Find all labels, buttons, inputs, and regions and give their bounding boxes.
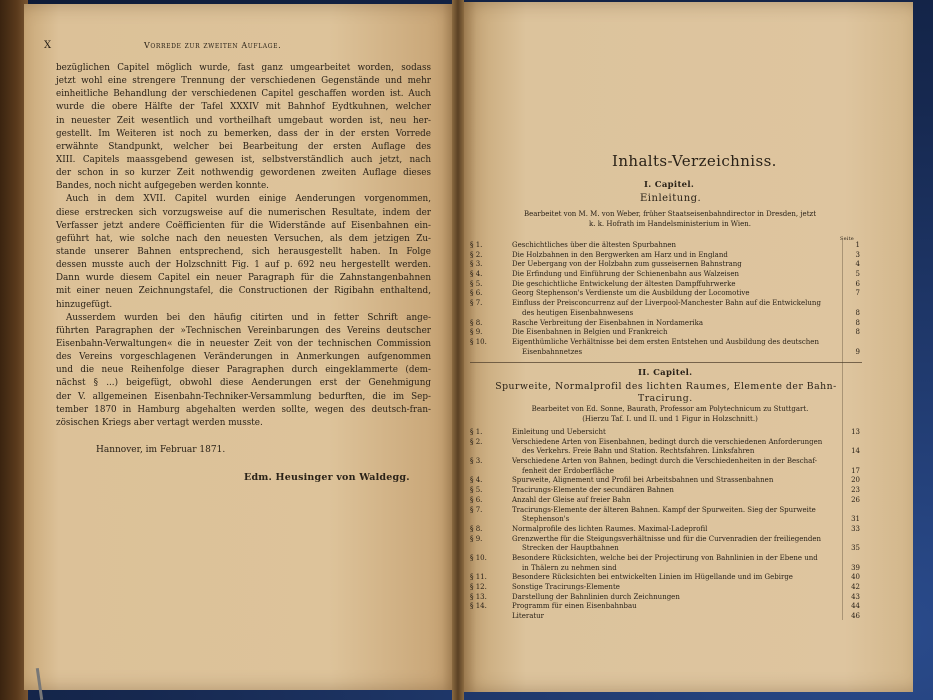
- toc-page-number: 40: [851, 573, 860, 582]
- toc-entry-text: Strecken der Hauptbahnen: [522, 544, 619, 553]
- toc-section-number: § 14.: [470, 602, 487, 611]
- chapter-author-line: (Hierzu Taf. I. und II. und 1 Figur in Holzschnitt.): [582, 414, 758, 423]
- toc-section-number: § 1.: [470, 428, 483, 436]
- toc-entry-text: Eisenbahnnetzes: [522, 347, 583, 356]
- chapter-author-line: k. k. Hofrath im Handelsministerium in Wien.: [589, 219, 751, 228]
- toc-page-number: 31: [851, 515, 860, 524]
- preface-date: Hannover, im Februar 1871.: [96, 445, 226, 455]
- toc-entry-text: des Verkehrs. Freie Bahn und Station. Rechtsfahren. Linksfahren: [522, 447, 755, 456]
- preface-line: erwähnte Standpunkt, welcher bei Bearbeitung der ersten Auflage des: [56, 141, 431, 152]
- toc-entry-text: Normalprofile des lichten Raumes. Maximal-Ladeprofil: [512, 524, 708, 533]
- toc-section-number: § 10.: [470, 337, 487, 346]
- seite-column-label: Seite: [840, 236, 854, 242]
- toc-section-number: § 4.: [470, 476, 483, 485]
- preface-line: führten Paragraphen der »Technischen Vereinbarungen des Vereins deutscher: [56, 325, 431, 336]
- chapter-author-line: Bearbeitet von Ed. Sonne, Baurath, Professor am Polytechnicum zu Stuttgart.: [531, 405, 809, 413]
- toc-entry-text: fenheit der Erdoberfläche: [522, 466, 614, 475]
- toc-entry-text: Verschiedene Arten von Bahnen, bedingt durch die Verschiedenheiten in der Beschaf-: [512, 457, 818, 466]
- toc-page-number: 17: [851, 466, 860, 475]
- toc-entry-text: Einleitung und Uebersicht: [512, 428, 606, 436]
- preface-line: Verfasser jetzt andere Coëfficienten für die Widerstände auf Eisenbahnen ein-: [56, 220, 431, 231]
- toc-page-number: 8: [855, 318, 860, 327]
- toc-page-number: 13: [851, 428, 860, 436]
- toc-entry: [470, 583, 860, 593]
- preface-line: stande unserer Bahnen entsprechend, sich herausgestellt haben. In Folge: [56, 246, 431, 257]
- toc-entry: [470, 476, 860, 486]
- toc-section-number: § 3.: [470, 457, 483, 466]
- toc-page-number: 43: [851, 592, 860, 601]
- toc-entry-text: Geschichtliches über die ältesten Spurbahnen: [512, 241, 676, 249]
- toc-entry: [470, 260, 860, 270]
- toc-page-number: 5: [855, 270, 860, 279]
- toc-section-number: § 9.: [470, 534, 483, 543]
- toc-page-number: 8: [855, 308, 860, 317]
- preface-line: bezüglichen Capitel möglich wurde, fast ganz umgearbeitet worden, sodass: [56, 63, 431, 73]
- toc-page-number: 35: [851, 544, 860, 553]
- toc-entry-text: Anzahl der Gleise auf freier Bahn: [512, 495, 631, 504]
- toc-entry: [470, 348, 860, 358]
- running-head: Vorrede zur zweiten Auflage.: [144, 41, 282, 50]
- book-gutter: [452, 0, 464, 700]
- preface-line: in neuester Zeit wesentlich und vortheilhaft umgebaut worden ist, neu her-: [56, 115, 431, 126]
- toc-entry-text: Die Eisenbahnen in Belgien und Frankreich: [512, 328, 668, 337]
- toc-entry-text: Tracirungs-Elemente der secundären Bahnen: [512, 486, 674, 495]
- toc-entry: [470, 535, 860, 545]
- toc-entry: [470, 573, 860, 583]
- toc-section-number: § 1.: [470, 241, 483, 249]
- toc-entry: [470, 544, 860, 554]
- toc-entry: [470, 564, 860, 574]
- preface-line: der schon in so kurzer Zeit nothwendig gewordenen zweiten Auflage dieses: [56, 168, 431, 179]
- toc-entry: [470, 515, 860, 525]
- toc-entry-text: des heutigen Eisenbahnwesens: [522, 308, 634, 317]
- toc-title: Inhalts-Verzeichniss.: [612, 152, 777, 170]
- preface-body: [56, 62, 431, 430]
- toc-entry: [470, 496, 860, 506]
- toc-section-number: § 6.: [470, 289, 483, 298]
- toc-section-number: § 8.: [470, 318, 483, 327]
- preface-line: XIII. Capitels maassgebend gewesen ist, selbstverständlich auch jetzt, nach: [56, 154, 431, 165]
- preface-line: hinzugefügt.: [56, 299, 113, 310]
- toc-entry: [470, 467, 860, 477]
- toc-section-number: § 13.: [470, 592, 487, 601]
- toc-entry: [470, 554, 860, 564]
- preface-line: tember 1870 in Hamburg abgehalten werden sollte, wegen des deutsch-fran-: [56, 404, 431, 415]
- toc-entry-text: Die geschichtliche Entwickelung der ältesten Dampffuhrwerke: [512, 279, 736, 288]
- toc-entry: [470, 338, 860, 348]
- chapter-entries: [470, 428, 860, 622]
- toc-section-number: § 4.: [470, 270, 483, 279]
- toc-entry-text: Besondere Rücksichten bei entwickelten Linien im Hügellande und im Gebirge: [512, 573, 793, 582]
- toc-entry: [470, 251, 860, 261]
- chapter-divider-rule: [470, 362, 862, 363]
- toc-page-number: 14: [851, 447, 860, 456]
- toc-section-number: § 6.: [470, 495, 483, 504]
- preface-line: dessen musste auch der Holzschnitt Fig. 1 auf p. 692 neu hergestellt werden.: [56, 260, 431, 271]
- preface-line: Bandes, noch nicht aufgegeben werden konnte.: [56, 181, 269, 192]
- toc-entry: [470, 241, 860, 251]
- toc-section-number: § 5.: [470, 486, 483, 495]
- preface-line: jetzt wohl eine strengere Trennung der verschiedenen Gegenstände und mehr: [56, 76, 431, 87]
- preface-line: mit einer neuen Zeichnungstafel, die Constructionen der Rigibahn enthaltend,: [56, 286, 431, 297]
- toc-page-number: 8: [855, 328, 860, 337]
- toc-entry: [470, 280, 860, 290]
- preface-line: einheitliche Behandlung der verschiedenen Capitel geschaffen worden ist. Auch: [56, 89, 431, 100]
- toc-entry-text: in Thälern zu nehmen sind: [522, 563, 617, 572]
- toc-entry: [470, 612, 860, 622]
- toc-section-number: § 8.: [470, 524, 483, 533]
- toc-entry-text: Programm für einen Eisenbahnbau: [512, 602, 637, 611]
- toc-entry: [470, 319, 860, 329]
- toc-entry-text: Die Erfindung und Einführung der Schienenbahn aus Walzeisen: [512, 270, 739, 279]
- toc-entry-text: Tracirungs-Elemente der älteren Bahnen. Kampf der Spurweiten. Sieg der Spurweite: [512, 505, 816, 514]
- toc-entry-text: Literatur: [512, 612, 545, 621]
- toc-entry-text: Spurweite, Alignement und Profil bei Arbeitsbahnen und Strassenbahnen: [512, 476, 774, 485]
- toc-page-number: 42: [851, 583, 860, 591]
- toc-entry: [470, 602, 860, 612]
- toc-page-number: 46: [851, 612, 860, 621]
- toc-page-number: 6: [855, 279, 860, 288]
- chapter-number: II. Capitel.: [638, 368, 693, 378]
- chapter-author-line: Bearbeitet von M. M. von Weber, früher Staatseisenbahndirector in Dresden, jetzt: [523, 210, 817, 218]
- toc-entry: [470, 299, 860, 309]
- preface-line: gestellt. Im Weiteren ist noch zu bemerken, dass der in der ersten Vorrede: [56, 128, 431, 139]
- toc-section-number: § 7.: [470, 299, 483, 308]
- preface-line: des Vereins vorgeschlagenen Veränderungen in Anmerkungen aufgenommen: [56, 352, 431, 363]
- toc-entry-text: Rasche Verbreitung der Eisenbahnen in Nordamerika: [512, 318, 704, 327]
- chapter-title-line: Spurweite, Normalprofil des lichten Raumes, Elemente der Bahn-: [495, 381, 837, 392]
- toc-entry-text: Einfluss der Preisconcurrenz auf der Liverpool-Manchester Bahn auf die Entwickelung: [512, 299, 821, 308]
- toc-entry: [470, 270, 860, 280]
- preface-line: und die neue Reihenfolge dieser Paragraphen durch eingeklammerte (dem-: [56, 365, 431, 376]
- chapter-title: Einleitung.: [640, 193, 702, 204]
- left-page-header: [44, 40, 439, 54]
- toc-entry: [470, 447, 860, 457]
- toc-entry: [470, 428, 860, 438]
- toc-entry-text: Der Uebergang von der Holzbahn zum gusseisernen Bahnstrang: [512, 260, 742, 269]
- chapter-number: I. Capitel.: [644, 180, 695, 190]
- toc-entry: [470, 506, 860, 516]
- preface-line: Eisenbahn-Verwaltungen« die in neuester Zeit von der technischen Commission: [56, 338, 431, 349]
- toc-section-number: § 5.: [470, 279, 483, 288]
- toc-entry-text: Georg Stephenson's Verdienste um die Ausbildung der Locomotive: [512, 289, 750, 298]
- toc-entry: [470, 328, 860, 338]
- toc-section-number: § 9.: [470, 328, 483, 337]
- preface-line: wurde die obere Hälfte der Tafel XXXIV mit Bahnhof Eydtkuhnen, welcher: [56, 102, 431, 113]
- toc-section-number: § 11.: [470, 573, 487, 582]
- toc-section-number: § 2.: [470, 437, 483, 446]
- toc-entry: [470, 438, 860, 448]
- left-page-number: X: [44, 40, 52, 51]
- toc-entry-text: Verschiedene Arten von Eisenbahnen, bedingt durch die verschiedenen Anforderungen: [512, 437, 823, 446]
- toc-page-number: 39: [851, 563, 860, 572]
- toc-page-number: 26: [851, 495, 860, 504]
- toc-entry: [470, 289, 860, 299]
- toc-page-number: 3: [855, 250, 860, 259]
- toc-entry-text: Die Holzbahnen in den Bergwerken am Harz und in England: [512, 250, 728, 259]
- preface-line: Dann wurde diesem Capitel ein neuer Paragraph für die Zahnstangenbahnen: [56, 273, 431, 284]
- toc-page-number: 23: [851, 486, 860, 495]
- toc-section-number: § 7.: [470, 505, 483, 514]
- page-column-rule: [842, 240, 843, 620]
- toc-entry-text: Sonstige Tracirungs-Elemente: [512, 583, 620, 591]
- chapter-entries: [470, 241, 860, 357]
- toc-page-number: 9: [855, 347, 860, 356]
- preface-line: geführt hat, wie solche nach den neuesten Versuchen, als dem jetzigen Zu-: [56, 233, 431, 244]
- toc-page-number: 33: [851, 524, 860, 533]
- toc-section-number: § 10.: [470, 553, 487, 562]
- preface-line: nächst § ...) beigefügt, obwohl diese Aenderungen erst der Genehmigung: [56, 378, 431, 389]
- toc-entry: [470, 457, 860, 467]
- preface-line: Ausserdem wurden bei den häufig citirten und in fetter Schrift ange-: [66, 312, 431, 323]
- toc-entry-text: Darstellung der Bahnlinien durch Zeichnungen: [512, 592, 680, 601]
- toc-page-number: 4: [855, 260, 860, 269]
- toc-page-number: 20: [851, 476, 860, 485]
- preface-line: zösischen Kriegs aber vertagt werden musste.: [56, 417, 263, 428]
- preface-signature: Edm. Heusinger von Waldegg.: [244, 472, 410, 483]
- toc-entry-text: Besondere Rücksichten, welche bei der Projectirung von Bahnlinien in der Ebene und: [512, 553, 818, 562]
- toc-entry: [470, 486, 860, 496]
- preface-line: Auch in dem XVII. Capitel wurden einige Aenderungen vorgenommen,: [66, 194, 431, 205]
- chapter-title-line: Tracirung.: [638, 393, 693, 404]
- toc-entry-text: Stephenson's: [522, 515, 570, 524]
- toc-entry-text: Grenzwerthe für die Steigungsverhältnisse und für die Curvenradien der freiliegenden: [512, 534, 822, 543]
- toc-page-number: 7: [855, 289, 860, 298]
- toc-section-number: § 2.: [470, 250, 483, 259]
- toc-entry: [470, 309, 860, 319]
- toc-section-number: § 12.: [470, 583, 487, 591]
- toc-entry: [470, 593, 860, 603]
- preface-line: diese erstrecken sich vorzugsweise auf die numerischen Resultate, indem der: [56, 207, 431, 218]
- toc-page-number: 1: [855, 241, 860, 249]
- toc-entry: [470, 525, 860, 535]
- toc-entry-text: Eigenthümliche Verhältnisse bei dem ersten Entstehen und Ausbildung des deutschen: [512, 337, 819, 346]
- toc-section-number: § 3.: [470, 260, 483, 269]
- preface-line: der V. allgemeinen Eisenbahn-Techniker-Versammlung bedurften, die im Sep-: [56, 391, 431, 402]
- toc-page-number: 44: [851, 602, 860, 611]
